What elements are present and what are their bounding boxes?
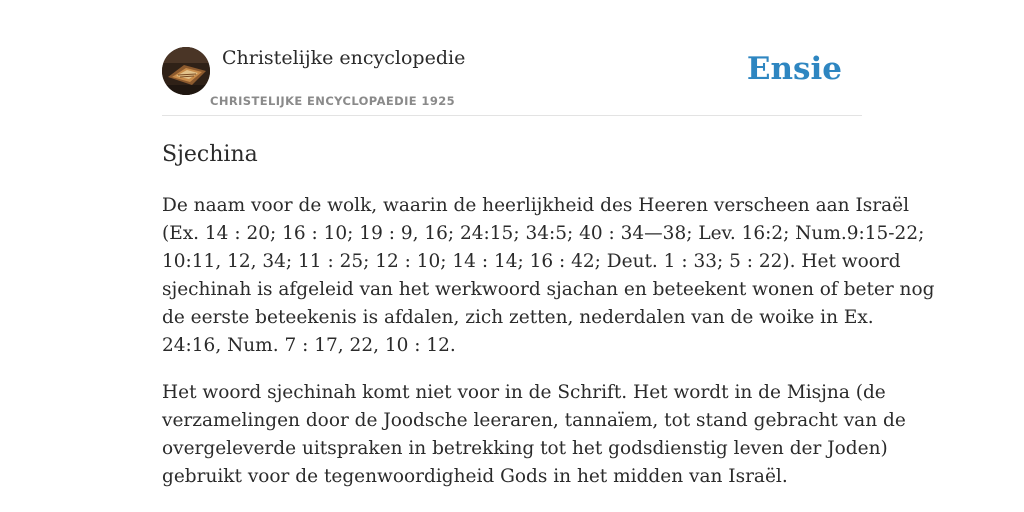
paragraph-line: De naam voor de wolk, waarin de heerlijkheid des Heeren verscheen aan Israël bbox=[162, 195, 909, 216]
paragraph-line: gebruikt voor de tegenwoordigheid Gods in het midden van Israël. bbox=[162, 466, 788, 487]
paragraph-line: sjechinah is afgeleid van het werkwoord sjachan en beteekent wonen of beter nog bbox=[162, 279, 935, 300]
site-header bbox=[162, 0, 862, 116]
paragraph-line: (Ex. 14 : 20; 16 : 10; 19 : 9, 16; 24:15; 34:5; 40 : 34—38; Lev. 16:2; Num.9:15-22; bbox=[162, 223, 925, 244]
brand-logo[interactable]: Ensie bbox=[746, 51, 842, 87]
paragraph-line: 10:11, 12, 34; 11 : 25; 12 : 10; 14 : 14; 16 : 42; Deut. 1 : 33; 5 : 22). Het woord bbox=[162, 251, 901, 272]
article-title: Sjechina bbox=[162, 142, 258, 167]
site-title[interactable]: Christelijke encyclopedie bbox=[222, 47, 466, 69]
page bbox=[162, 0, 935, 512]
paragraph-line: verzamelingen door de Joodsche leeraren, tannaïem, tot stand gebracht van de bbox=[162, 410, 906, 431]
site-subtitle: CHRISTELIJKE ENCYCLOPAEDIE 1925 bbox=[210, 94, 456, 108]
book-photo-icon[interactable] bbox=[162, 47, 210, 95]
article-paragraph-1 bbox=[162, 192, 935, 360]
article-paragraph-2 bbox=[162, 379, 906, 491]
paragraph-line: Het woord sjechinah komt niet voor in de Schrift. Het wordt in de Misjna (de bbox=[162, 382, 886, 403]
paragraph-line: overgeleverde uitspraken in betrekking tot het godsdienstig leven der Joden) bbox=[162, 438, 888, 459]
paragraph-line: 24:16, Num. 7 : 17, 22, 10 : 12. bbox=[162, 335, 456, 356]
paragraph-line: de eerste beteekenis is afdalen, zich zetten, nederdalen van de woike in Ex. bbox=[162, 307, 874, 328]
